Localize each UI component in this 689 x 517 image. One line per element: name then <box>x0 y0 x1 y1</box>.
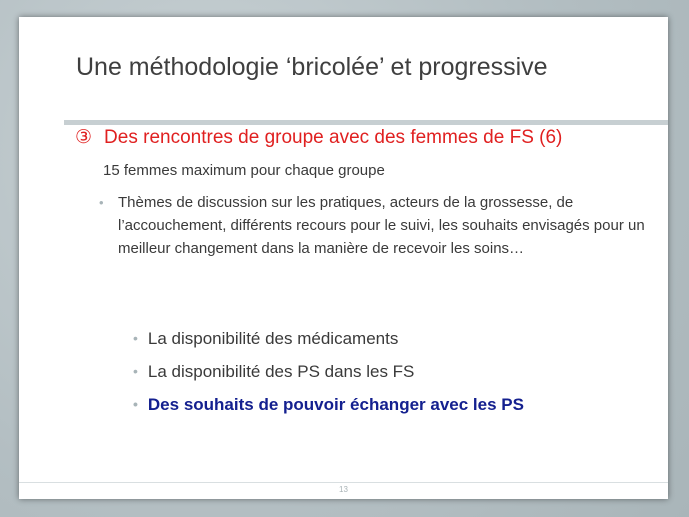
list-item-text: Des souhaits de pouvoir échanger avec les PS <box>147 395 524 414</box>
list-item-highlighted <box>133 395 524 428</box>
page-number: 13 <box>339 485 348 494</box>
bullet-icon: • <box>133 330 138 346</box>
bullet-icon: • <box>99 195 104 210</box>
bullet-icon: • <box>133 363 138 379</box>
section-heading-text: Des rencontres de groupe avec des femmes de FS (6) <box>104 127 563 148</box>
list-item-text: La disponibilité des PS dans les FS <box>147 362 415 381</box>
slide-title: Une méthodologie ‘bricolée’ et progressive <box>76 53 548 81</box>
bullet-list <box>133 329 524 428</box>
footer-divider <box>19 482 668 483</box>
circled-number-icon: ③ <box>75 127 93 148</box>
list-item <box>133 329 524 362</box>
bullet-icon: • <box>133 396 138 412</box>
bullet-paragraph-text: Thèmes de discussion sur les pratiques, acteurs de la grossesse, de l’accouchement, différents recours pour le suivi, les souhaits envisagés pour un meilleur changement dans la manière de recevoir les soins… <box>118 194 645 257</box>
slide <box>19 17 668 499</box>
title-divider <box>64 120 668 125</box>
title-area <box>19 17 668 120</box>
list-item <box>133 362 524 395</box>
section-heading <box>75 126 562 149</box>
list-item-text: La disponibilité des médicaments <box>147 329 399 348</box>
bullet-paragraph <box>99 191 654 260</box>
subtitle: 15 femmes maximum pour chaque groupe <box>103 162 385 179</box>
